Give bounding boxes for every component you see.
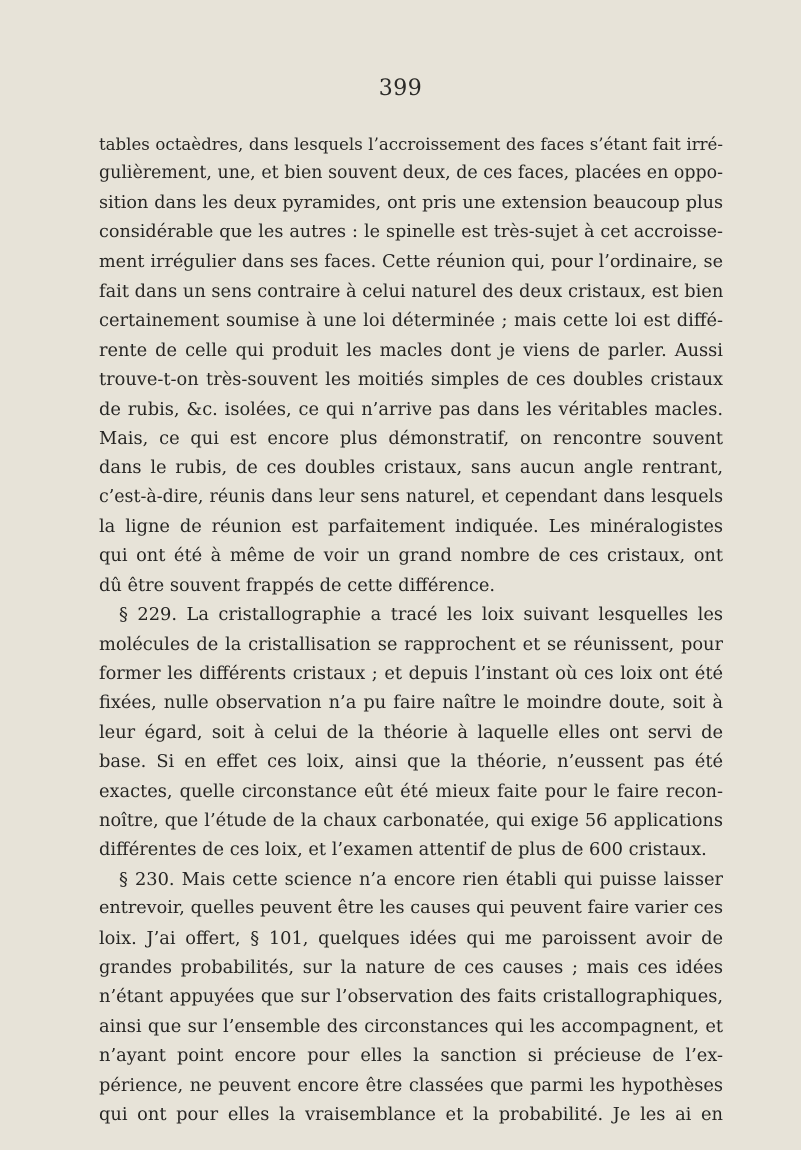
text-line: exactes, quelle circonstance eût été mieux faite pour le faire recon-	[99, 780, 723, 802]
text-line: tables octaèdres, dans lesquels l’accroissement des faces s’étant fait irré-	[99, 135, 723, 154]
text-line: ment irrégulier dans ses faces. Cette réunion qui, pour l’ordinaire, se	[99, 251, 723, 272]
text-line: § 230. Mais cette science n’a encore rien établi qui puisse laisser	[119, 868, 723, 890]
text-line: n’étant appuyées que sur l’observation des faits cristallographiques,	[99, 986, 723, 1008]
text-line: certainement soumise à une loi déterminée ; mais cette loi est diffé-	[99, 310, 723, 332]
text-line: gulièrement, une, et bien souvent deux, de ces faces, placées en oppo-	[99, 163, 723, 184]
text-line: base. Si en effet ces loix, ainsi que la théorie, n’eussent pas été	[99, 751, 723, 773]
text-line: rente de celle qui produit les macles dont je viens de parler. Aussi	[99, 339, 723, 361]
text-line: trouve-t-on très-souvent les moitiés simples de ces doubles cristaux	[99, 369, 723, 391]
text-line: c’est-à-dire, réunis dans leur sens naturel, et cependant dans lesquels	[99, 486, 723, 507]
text-line: molécules de la cristallisation se rapprochent et se réunissent, pour	[99, 633, 723, 655]
text-line: différentes de ces loix, et l’examen attentif de plus de 600 cristaux.	[99, 839, 707, 861]
text-line: entrevoir, quelles peuvent être les causes qui peuvent faire varier ces	[99, 898, 723, 919]
text-line: loix. J’ai offert, § 101, quelques idées qui me paroissent avoir de	[99, 927, 723, 949]
body-text	[99, 130, 723, 1129]
text-line: la ligne de réunion est parfaitement indiquée. Les minéralogistes	[99, 516, 723, 538]
text-line: § 229. La cristallographie a tracé les loix suivant lesquelles les	[119, 604, 723, 626]
text-line: leur égard, soit à celui de la théorie à laquelle elles ont servi de	[99, 721, 723, 743]
text-line: former les différents cristaux ; et depuis l’instant où ces loix ont été	[99, 663, 723, 685]
text-line: fixées, nulle observation n’a pu faire naître le moindre doute, soit à	[99, 692, 723, 714]
text-line: dû être souvent frappés de cette différence.	[99, 574, 496, 596]
text-line: noître, que l’étude de la chaux carbonatée, qui exige 56 applications	[99, 809, 723, 831]
text-line: de rubis, &c. isolées, ce qui n’arrive pas dans les véritables macles.	[99, 398, 723, 420]
text-line: Mais, ce qui est encore plus démonstratif, on rencontre souvent	[99, 427, 723, 449]
text-line: qui ont pour elles la vraisemblance et la probabilité. Je les ai en	[99, 1103, 723, 1125]
text-line: n’ayant point encore pour elles la sanction si précieuse de l’ex-	[99, 1045, 723, 1067]
text-line: grandes probabilités, sur la nature de ces causes ; mais ces idées	[99, 956, 723, 978]
text-line: qui ont été à même de voir un grand nombre de ces cristaux, ont	[99, 545, 723, 567]
page-number: 399	[378, 76, 423, 101]
text-line: dans le rubis, de ces doubles cristaux, sans aucun angle rentrant,	[99, 457, 723, 479]
text-line: sition dans les deux pyramides, ont pris une extension beaucoup plus	[99, 192, 723, 213]
text-line: ainsi que sur l’ensemble des circonstances qui les accompagnent, et	[99, 1015, 723, 1037]
text-line: considérable que les autres : le spinelle est très-sujet à cet accroisse-	[99, 222, 723, 243]
text-line: fait dans un sens contraire à celui naturel des deux cristaux, est bien	[99, 280, 723, 302]
text-line: périence, ne peuvent encore être classées que parmi les hypothèses	[99, 1074, 723, 1096]
